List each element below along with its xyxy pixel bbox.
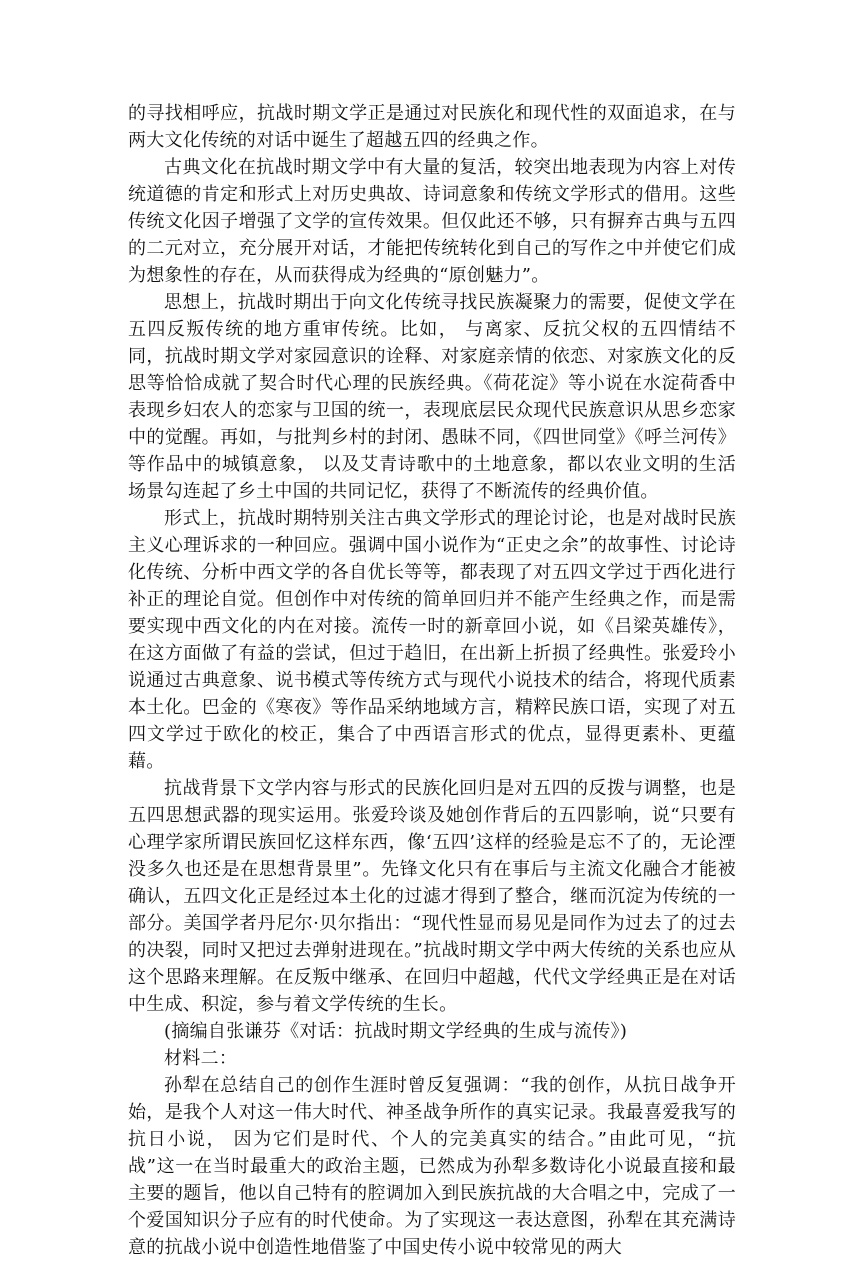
material-two-heading: 材料二： bbox=[164, 1048, 238, 1069]
paragraph-form: 形式上，抗战时期特别关注古典文学形式的理论讨论，也是对战时民族主义心理诉求的一种回应。强调中国小说作为“正史之余”的故事性、讨论诗化传统、分析中西文学的各自优长等等，都表现了对五四文学过于西化进行补正的理论自觉。但创作中对传统的简单回归并不能产生经典之作，而是需要实现中西文化的内在对接。流传一时的新章回小说，如《吕梁英雄传》，在这方面做了有益的尝试，但过于趋旧，在出新上折损了经典性。张爱玲小说通过古典意象、说书模式等传统方式与现代小说技术的结合，将现代质素本土化。巴金的《寒夜》等作品采纳地域方言，精粹民族口语，实现了对五四文学过于欧化的校正，集合了中西语言形式的优点，显得更素朴、更蕴藉。 bbox=[128, 508, 736, 772]
paragraph-nationalization: 抗战背景下文学内容与形式的民族化回归是对五四的反拨与调整，也是五四思想武器的现实运用。张爱玲谈及她创作背后的五四影响，说“只要有心理学家所谓民族回忆这样东西，像‘五四’这样的经验是忘不了的，无论湮没多久也还是在思想背景里”。先锋文化只有在事后与主流文化融合才能被确认，五四文化正是经过本土化的过滤才得到了整合，继而沉淀为传统的一部分。美国学者丹尼尔·贝尔指出：“现代性显而易见是同作为过去了的过去的决裂，同时又把过去弹射进现在。”抗战时期文学中两大传统的关系也应从这个思路来理解。在反叛中继承、在回归中超越，代代文学经典正是在对话中生成、积淀，参与着文学传统的生长。 bbox=[128, 778, 736, 1015]
article-body bbox=[128, 100, 736, 1261]
paragraph-thought: 思想上，抗战时期出于向文化传统寻找民族凝聚力的需要，促使文学在五四反叛传统的地方重审传统。比如， 与离家、反抗父权的五四情结不同，抗战时期文学对家园意识的诠释、对家庭亲情的依恋、对家族文化的反思等恰恰成就了契合时代心理的民族经典。《荷花淀》等小说在水淀荷香中表现乡妇农人的恋家与卫国的统一，表现底层民众现代民族意识从思乡恋家中的觉醒。再如，与批判乡村的封闭、愚昧不同，《四世同堂》《呼兰河传》等作品中的城镇意象， 以及艾青诗歌中的土地意象，都以农业文明的生活场景勾连起了乡土中国的共同记忆，获得了不断流传的经典价值。 bbox=[128, 292, 736, 502]
paragraph-continuation: 的寻找相呼应，抗战时期文学正是通过对民族化和现代性的双面追求，在与两大文化传统的对话中诞生了超越五四的经典之作。 bbox=[128, 103, 736, 151]
paragraph-classical-culture: 古典文化在抗战时期文学中有大量的复活，较突出地表现为内容上对传统道德的肯定和形式上对历史典故、诗词意象和传统文学形式的借用。这些传统文化因子增强了文学的宣传效果。但仅此还不够，只有摒弃古典与五四的二元对立，充分展开对话，才能把传统转化到自己的写作之中并使它们成为想象性的存在，从而获得成为经典的“原创魅力”。 bbox=[128, 157, 736, 286]
source-citation: (摘编自张谦芬《对话：抗战时期文学经典的生成与流传》) bbox=[164, 1021, 628, 1042]
paragraph-sun-li: 孙犁在总结自己的创作生涯时曾反复强调：“我的创作，从抗日战争开始，是我个人对这一伟大时代、神圣战争所作的真实记录。我最喜爱我写的抗日小说， 因为它们是时代、个人的完美真实的结合。”由此可见，“抗战”这一在当时最重大的政治主题，已然成为孙犁多数诗化小说最直接和最主要的题旨，他以自己特有的腔调加入到民族抗战的大合唱之中，完成了一个爱国知识分子应有的时代使命。为了实现这一表达意图，孙犁在其充满诗意的抗战小说中创造性地借鉴了中国史传小说中较常见的两大 bbox=[128, 1075, 736, 1258]
